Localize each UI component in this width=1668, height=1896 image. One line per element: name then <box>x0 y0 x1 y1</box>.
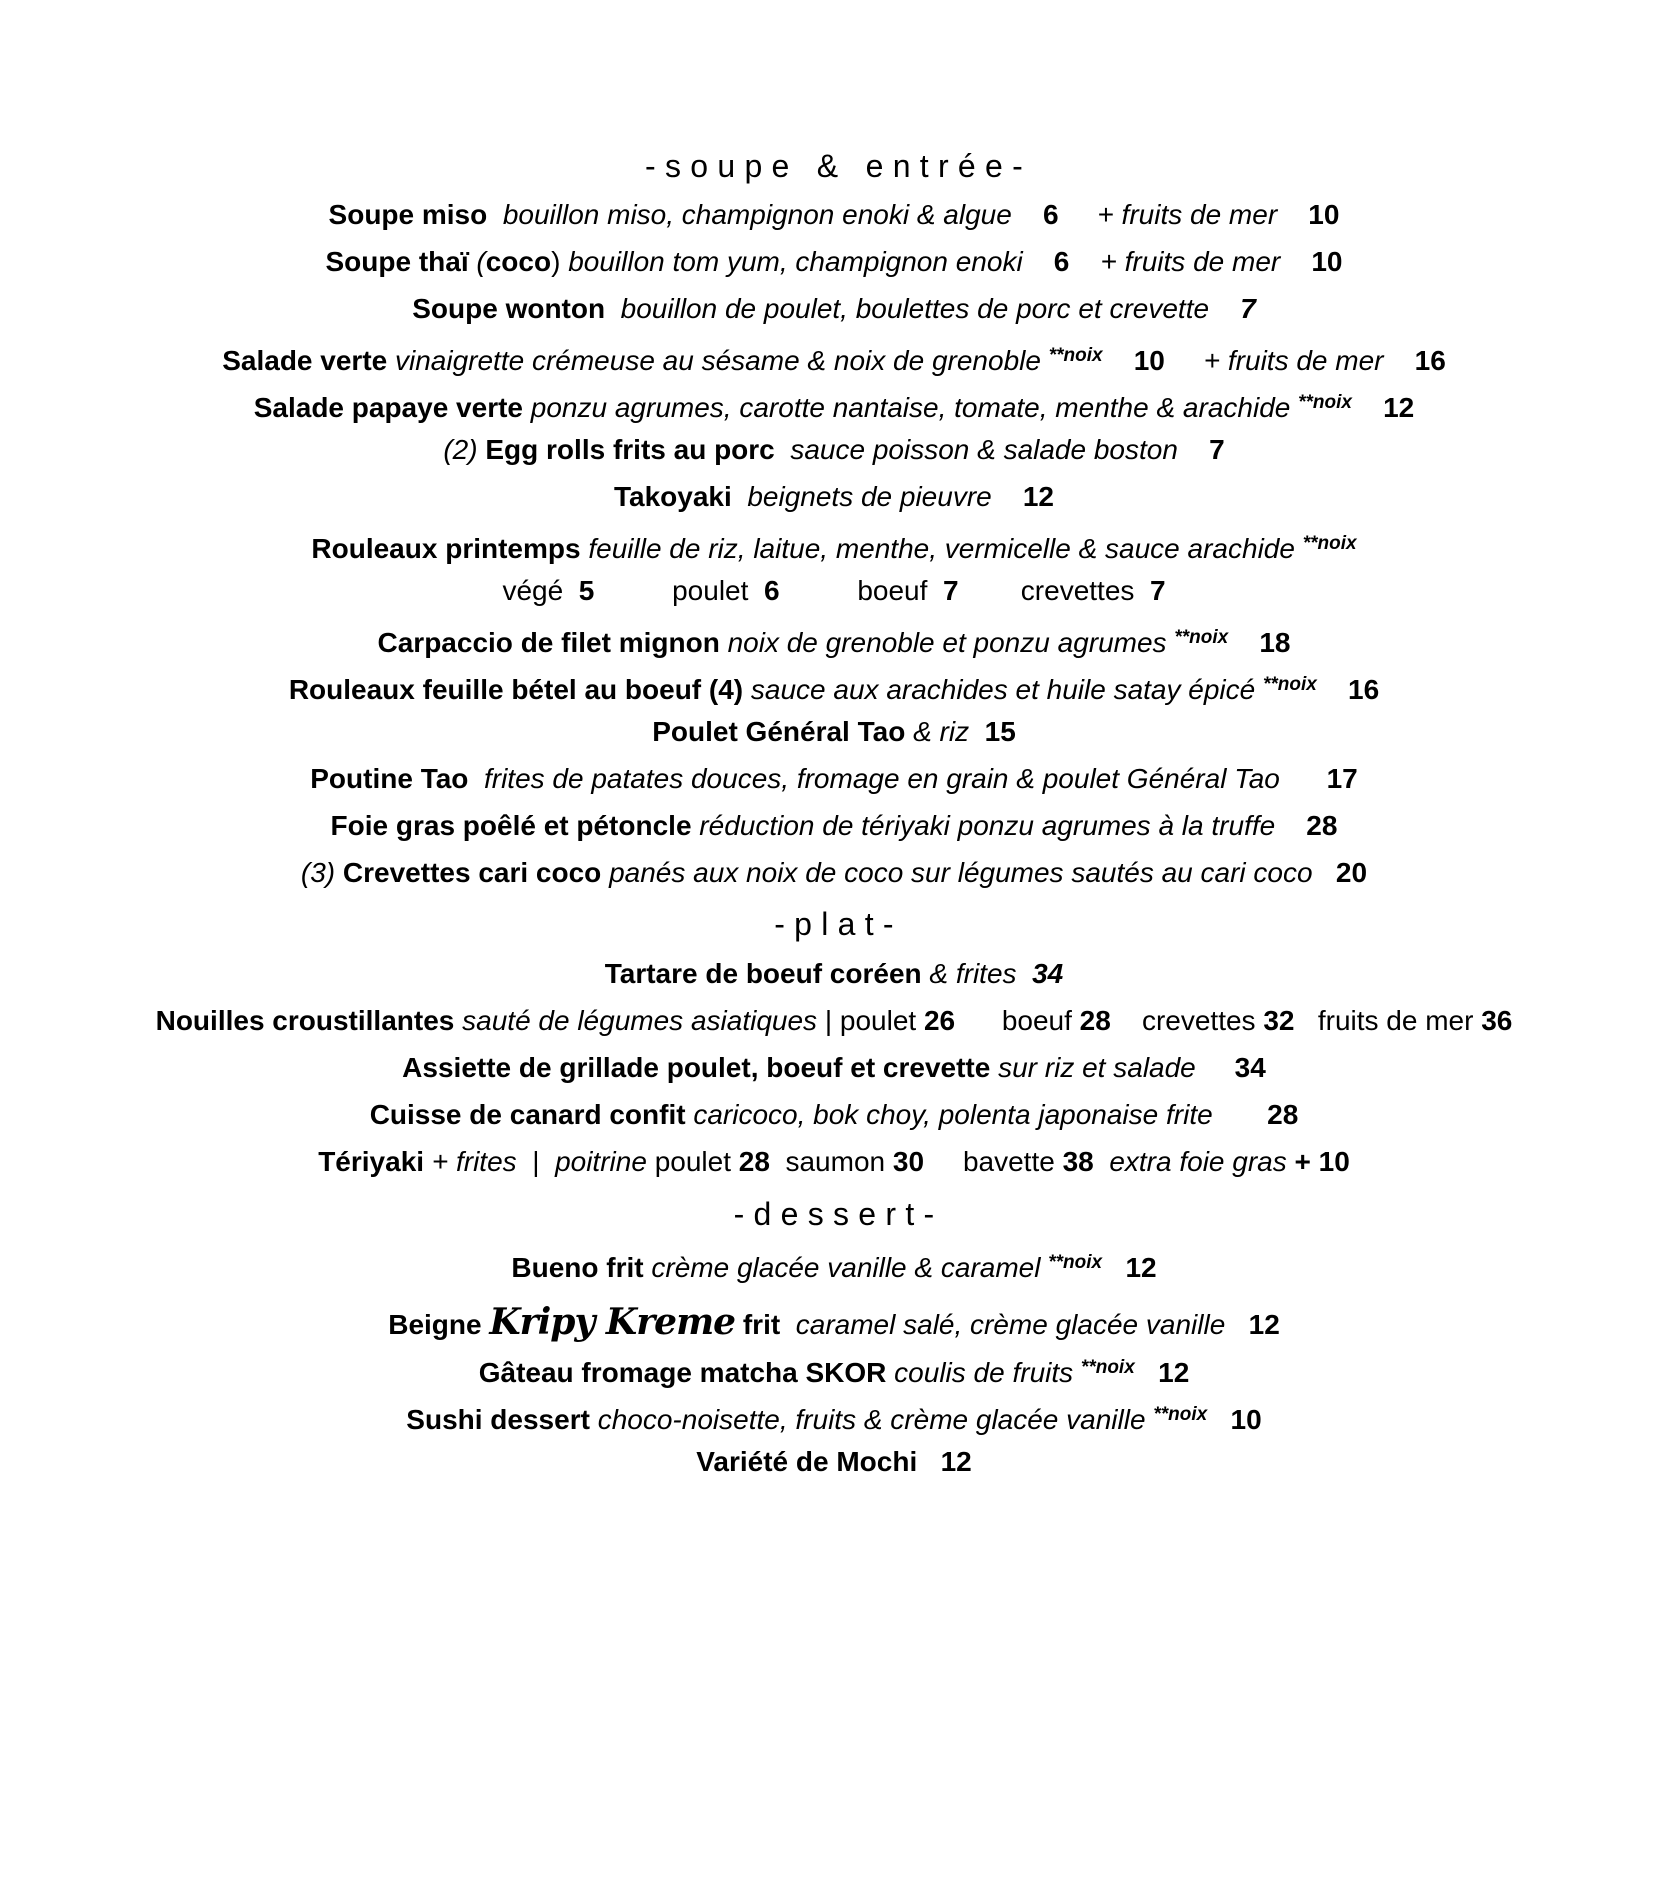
item-description: frites de patates douces, fromage en grain & poulet Général Tao <box>483 763 1280 794</box>
item-name: Rouleaux feuille bétel au boeuf (4) <box>288 674 744 705</box>
item-description: + frites <box>431 1146 517 1177</box>
nut-warning: **noix <box>1174 627 1229 648</box>
option-label: boeuf <box>1001 1005 1072 1036</box>
item-price: 6 <box>1042 199 1059 230</box>
separator: | <box>532 1146 540 1177</box>
menu-item-soupe-miso <box>0 198 1668 232</box>
item-price: 28 <box>1306 810 1338 841</box>
menu-item-crevettes-cari <box>0 856 1668 890</box>
item-name: Tériyaki <box>318 1146 425 1177</box>
item-extra: + fruits de mer <box>1203 345 1384 376</box>
item-name: Nouilles croustillantes <box>155 1005 455 1036</box>
item-name: Tartare de boeuf coréen <box>604 958 922 989</box>
item-extra-price: 10 <box>1308 199 1340 230</box>
item-description: vinaigrette crémeuse au sésame & noix de grenoble <box>395 345 1041 376</box>
item-extra: + fruits de mer <box>1097 199 1278 230</box>
option-label: crevettes <box>1020 575 1135 606</box>
item-extra: extra foie gras <box>1109 1146 1287 1177</box>
item-description: choco-noisette, fruits & crème glacée vanille <box>597 1404 1146 1435</box>
item-name: Foie gras poêlé et pétoncle <box>330 810 692 841</box>
option-price: 38 <box>1062 1146 1094 1177</box>
item-price: 10 <box>1230 1404 1262 1435</box>
item-extra-price: + 10 <box>1294 1146 1350 1177</box>
option-label: poulet <box>672 575 749 606</box>
item-name: Soupe wonton <box>412 293 606 324</box>
menu-item-gateau-matcha <box>0 1351 1668 1390</box>
item-quantity: (2) <box>443 434 478 465</box>
item-description: caricoco, bok choy, polenta japonaise frite <box>693 1099 1213 1130</box>
item-description: sur riz et salade <box>998 1052 1196 1083</box>
item-price: 12 <box>1158 1357 1190 1388</box>
item-name: Egg rolls frits au porc <box>485 434 775 465</box>
item-price: 20 <box>1335 857 1368 888</box>
item-name: Poutine Tao <box>310 763 469 794</box>
item-price: 12 <box>1383 392 1415 423</box>
section-heading-entree: - s o u p e & e n t r é e - <box>645 148 1023 184</box>
menu-item-egg-rolls <box>0 433 1668 467</box>
nut-warning: **noix <box>1302 533 1357 554</box>
menu-item-salade-verte <box>0 339 1668 378</box>
option-price: 36 <box>1481 1005 1513 1036</box>
item-price: 34 <box>1032 958 1064 989</box>
item-name: Sushi dessert <box>406 1404 590 1435</box>
item-name: Gâteau fromage matcha SKOR <box>478 1357 887 1388</box>
menu-item-takoyaki <box>0 480 1668 514</box>
menu-item-tartare <box>0 957 1668 991</box>
item-name: Bueno frit <box>511 1252 644 1283</box>
option-price: 6 <box>763 575 780 606</box>
item-price: 12 <box>940 1446 972 1477</box>
separator: | <box>824 1005 833 1036</box>
item-name: Salade verte <box>222 345 388 376</box>
option-price: 28 <box>1079 1005 1111 1036</box>
menu-item-canard <box>0 1098 1668 1132</box>
section-heading-dessert: - d e s s e r t - <box>733 1196 935 1232</box>
item-name: Salade papaye verte <box>253 392 523 423</box>
item-name: Soupe thaï <box>325 246 469 277</box>
nut-warning: **noix <box>1048 1252 1103 1273</box>
menu-item-salade-papaye <box>0 386 1668 425</box>
item-price: 18 <box>1259 627 1291 658</box>
rouleaux-options <box>0 574 1668 608</box>
item-name: Carpaccio de filet mignon <box>377 627 720 658</box>
option-price: 5 <box>578 575 595 606</box>
option-label: bavette <box>962 1146 1055 1177</box>
menu-item-poutine-tao <box>0 762 1668 796</box>
item-description: sauce aux arachides et huile satay épicé <box>750 674 1256 705</box>
item-description: sauté de légumes asiatiques <box>462 1005 818 1036</box>
menu-item-bueno <box>0 1246 1668 1285</box>
menu-item-soupe-thai <box>0 245 1668 279</box>
item-extra-price: 10 <box>1311 246 1343 277</box>
item-name: Soupe miso <box>328 199 488 230</box>
item-price: 28 <box>1267 1099 1299 1130</box>
menu-item-sushi-dessert <box>0 1398 1668 1437</box>
item-price: 12 <box>1022 481 1055 512</box>
item-description: & frites <box>929 958 1017 989</box>
menu-item-beigne <box>0 1299 1668 1348</box>
section-heading-plat: - p l a t - <box>774 906 894 942</box>
option-label: saumon <box>785 1146 886 1177</box>
menu-item-rouleaux-betel <box>0 668 1668 707</box>
option-label: poulet <box>839 1005 917 1036</box>
item-name: Crevettes cari coco <box>342 857 602 888</box>
paren-close: ) <box>551 246 561 277</box>
item-description: coulis de fruits <box>894 1357 1074 1388</box>
option-price: 30 <box>892 1146 925 1177</box>
item-description: bouillon tom yum, champignon enoki <box>568 246 1023 277</box>
menu-item-carpaccio <box>0 621 1668 660</box>
item-price: 15 <box>984 716 1016 747</box>
item-name: Variété de Mochi <box>696 1446 918 1477</box>
item-description: panés aux noix de coco sur légumes sautés au cari coco <box>609 857 1313 888</box>
item-price: 7 <box>1240 293 1256 324</box>
item-price: 16 <box>1348 674 1380 705</box>
item-extra-price: 16 <box>1414 345 1446 376</box>
option-label: boeuf <box>857 575 928 606</box>
item-name: Beigne <box>388 1309 482 1340</box>
item-description: réduction de tériyaki ponzu agrumes à la truffe <box>699 810 1276 841</box>
option-price: 7 <box>1149 575 1166 606</box>
item-description: bouillon miso, champignon enoki & algue <box>502 199 1012 230</box>
nut-warning: **noix <box>1153 1404 1208 1425</box>
item-cut: poitrine <box>555 1146 647 1177</box>
item-description: crème glacée vanille & caramel <box>651 1252 1041 1283</box>
item-name: Cuisse de canard confit <box>369 1099 686 1130</box>
menu-item-nouilles <box>0 1004 1668 1038</box>
option-price: 32 <box>1263 1005 1295 1036</box>
item-price: 7 <box>1209 434 1225 465</box>
item-price: 12 <box>1248 1309 1280 1340</box>
item-price: 10 <box>1133 345 1165 376</box>
item-description: feuille de riz, laitue, menthe, vermicelle & sauce arachide <box>588 533 1295 564</box>
item-description: ponzu agrumes, carotte nantaise, tomate, menthe & arachide <box>530 392 1291 423</box>
menu-item-assiette-grillade <box>0 1051 1668 1085</box>
item-quantity: (3) <box>300 857 336 888</box>
nut-warning: **noix <box>1080 1357 1135 1378</box>
item-name: Takoyaki <box>613 481 732 512</box>
item-price: 34 <box>1234 1052 1266 1083</box>
option-price: 28 <box>738 1146 770 1177</box>
item-name: Assiette de grillade poulet, boeuf et crevette <box>402 1052 991 1083</box>
item-name-part: coco <box>485 246 552 277</box>
item-description: noix de grenoble et ponzu agrumes <box>727 627 1167 658</box>
item-description: & riz <box>913 716 970 747</box>
menu-item-foie-gras <box>0 809 1668 843</box>
item-price: 12 <box>1125 1252 1157 1283</box>
option-price: 26 <box>923 1005 956 1036</box>
item-price: 17 <box>1326 763 1358 794</box>
option-label: végé <box>502 575 564 606</box>
item-extra: + fruits de mer <box>1100 246 1281 277</box>
option-label: poulet <box>654 1146 731 1177</box>
item-description: caramel salé, crème glacée vanille <box>795 1309 1226 1340</box>
menu-item-soupe-wonton <box>0 292 1668 326</box>
brand-logo-text: Kripy Kreme <box>489 1301 736 1343</box>
menu-item-teriyaki <box>0 1145 1668 1179</box>
option-label: crevettes <box>1141 1005 1256 1036</box>
item-description: sauce poisson & salade boston <box>790 434 1178 465</box>
item-price: 6 <box>1053 246 1070 277</box>
paren-open: ( <box>476 246 486 277</box>
menu-item-general-tao <box>0 715 1668 749</box>
nut-warning: **noix <box>1048 345 1103 366</box>
nut-warning: **noix <box>1263 674 1317 695</box>
item-name: Poulet Général Tao <box>652 716 906 747</box>
nut-warning: **noix <box>1298 392 1352 413</box>
item-description: bouillon de poulet, boulettes de porc et crevette <box>620 293 1210 324</box>
item-name: Rouleaux printemps <box>311 533 581 564</box>
option-price: 7 <box>942 575 959 606</box>
menu-item-rouleaux-printemps <box>0 527 1668 566</box>
item-description: beignets de pieuvre <box>747 481 992 512</box>
menu-item-mochi <box>0 1445 1668 1479</box>
item-name-part: frit <box>742 1309 781 1340</box>
option-label: fruits de mer <box>1317 1005 1474 1036</box>
